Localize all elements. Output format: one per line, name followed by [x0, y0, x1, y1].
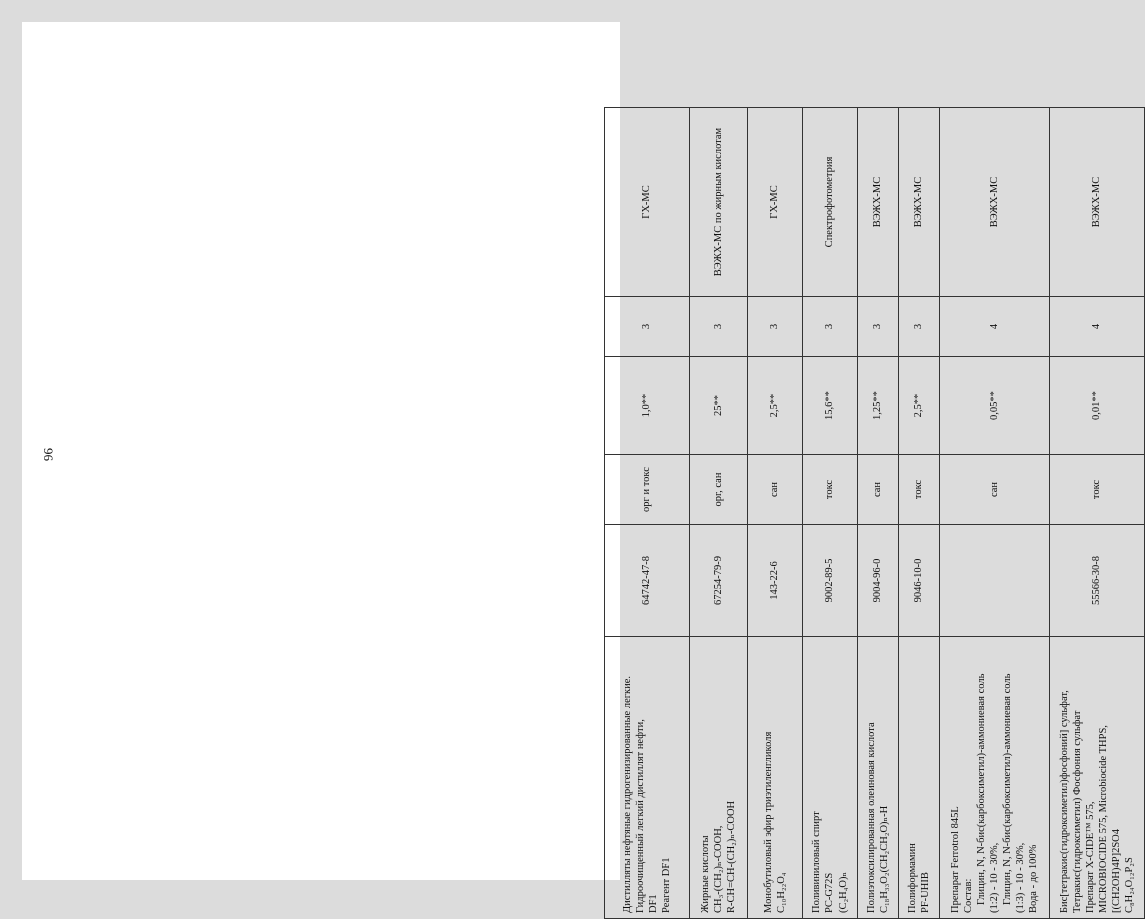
concentration-value: 15,6** [803, 357, 858, 455]
concentration-value: 1,25** [858, 357, 899, 455]
hazard-class: 3 [605, 297, 690, 357]
analysis-method: ВЭЖХ-МС по жирным кислотам [690, 108, 748, 297]
document-page [22, 22, 1136, 913]
substance-name: Монобутиловый эфир триэтиленгликоля C₁₀H₂₂O₄ [748, 637, 803, 919]
hazard-class: 4 [940, 297, 1050, 357]
hazard-indicator: токс [803, 455, 858, 525]
cas-number: 143-22-6 [748, 525, 803, 637]
analysis-method: ГХ-МС [748, 108, 803, 297]
table-row [803, 108, 858, 919]
analysis-method: ВЭЖХ-МС [858, 108, 899, 297]
table-row [858, 108, 899, 919]
concentration-value: 0,01** [1050, 357, 1145, 455]
table-row [940, 108, 1050, 919]
hazard-class: 3 [899, 297, 940, 357]
substance-name: Препарат Ferrotrol 845L Состав: Глицин, N, N-бис(карбоксиметил)-аммониевая соль (1:2) - 10 - 30%, Глицин, N, N-бис(карбоксиметил)-аммониевая соль (1:3) - 10 - 30%, Вода - до 100% [940, 637, 1050, 919]
hazard-indicator: орг и токс [605, 455, 690, 525]
analysis-method: ВЭЖХ-МС [940, 108, 1050, 297]
hazard-indicator: токс [899, 455, 940, 525]
hazard-indicator: орг, сан [690, 455, 748, 525]
concentration-value: 1,0** [605, 357, 690, 455]
hazard-indicator: сан [858, 455, 899, 525]
cas-number: 64742-47-8 [605, 525, 690, 637]
table-row [1050, 108, 1145, 919]
cas-number [940, 525, 1050, 637]
table-row [899, 108, 940, 919]
concentration-value: 0,05** [940, 357, 1050, 455]
cas-number: 67254-79-9 [690, 525, 748, 637]
hazard-class: 3 [858, 297, 899, 357]
page-number: 96 [41, 448, 56, 461]
substance-name: Дистилляты нефтяные гидрогенизированные легкие. Гидроочищенный легкий дистиллят нефти, DF1 Реагент DF1 [605, 637, 690, 919]
analysis-method: Спектрофотометрия [803, 108, 858, 297]
substance-name: Полиформамин PF-UHIB [899, 637, 940, 919]
analysis-method: ВЭЖХ-МС [899, 108, 940, 297]
analysis-method: ВЭЖХ-МС [1050, 108, 1145, 297]
substance-name: Поливиниловый спирт PC-G72S (C₂H₄O)ₙ [803, 637, 858, 919]
hazard-class: 3 [803, 297, 858, 357]
hazard-indicator: сан [940, 455, 1050, 525]
cas-number: 9002-89-5 [803, 525, 858, 637]
rotated-table-wrapper [604, 108, 1136, 919]
concentration-value: 2,5** [748, 357, 803, 455]
concentration-value: 25** [690, 357, 748, 455]
cas-number: 9004-96-0 [858, 525, 899, 637]
substance-name: Жирные кислоты CH₃-(CH₂)ₙ-COOH, R-CH=CH-(CH₂)ₙ-COOH [690, 637, 748, 919]
hazard-indicator: токс [1050, 455, 1145, 525]
table-row [748, 108, 803, 919]
table-row [605, 108, 690, 919]
table-row [690, 108, 748, 919]
hazard-class: 3 [748, 297, 803, 357]
concentration-value: 2,5** [899, 357, 940, 455]
substance-name: Полиэтоксилированная олеиновая кислота C₁₈H₃₃O₂(CH₂CH₂O)ₙ-H [858, 637, 899, 919]
substances-table [604, 107, 1145, 919]
hazard-class: 4 [1050, 297, 1145, 357]
substance-name: Бис[тетракис(гидроксиметил)фосфоний] сульфат, Тетракис(гидроксиметил) Фосфония сульфат Препарат X-CIDE™ 575, MICROBIOCIDE 575, Microbiocide THPS, [(CH2OH)4P]2SO4 C₈H₂₄O₁₂P₂S [1050, 637, 1145, 919]
analysis-method: ГХ-МС [605, 108, 690, 297]
cas-number: 9046-10-0 [899, 525, 940, 637]
hazard-indicator: сан [748, 455, 803, 525]
cas-number: 55566-30-8 [1050, 525, 1145, 637]
hazard-class: 3 [690, 297, 748, 357]
